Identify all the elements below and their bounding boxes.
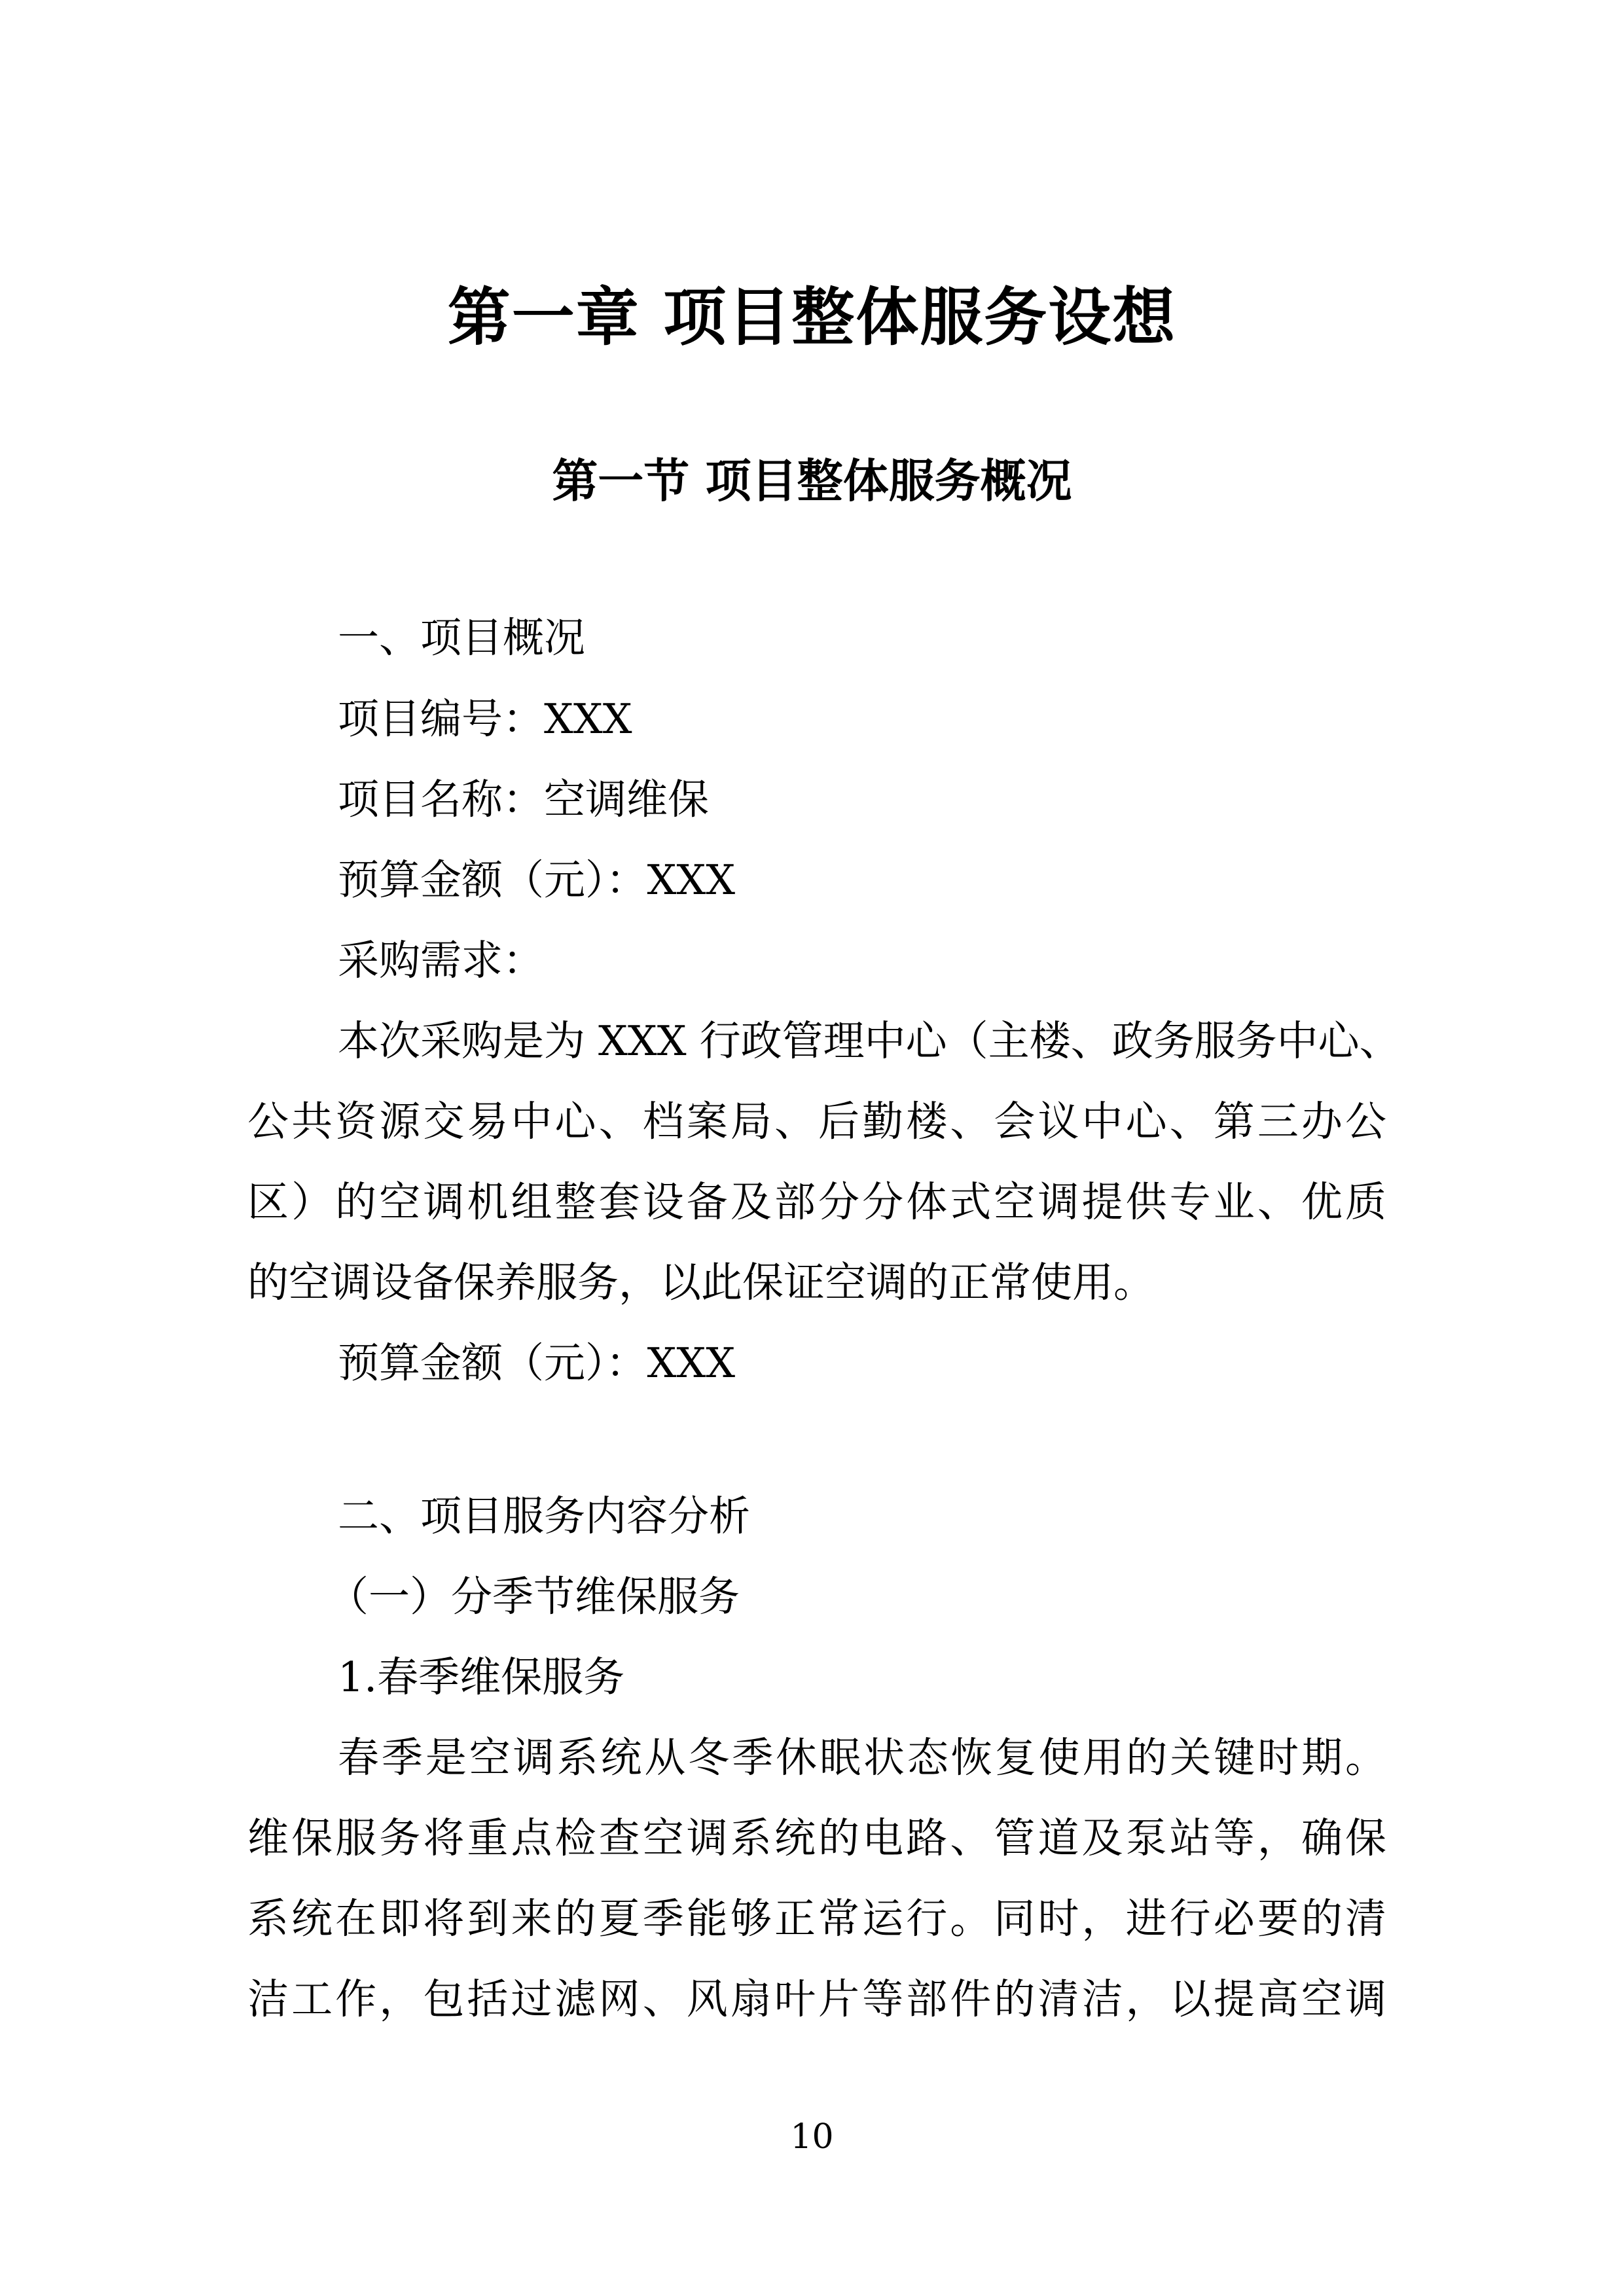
project-name: 项目名称：空调维保 <box>338 776 709 823</box>
budget-amount-repeat: 预算金额（元）：XXX <box>338 1339 736 1387</box>
analysis-heading: 二、项目服务内容分析 <box>338 1492 750 1540</box>
chapter-title: 第一章 项目整体服务设想 <box>447 281 1177 354</box>
budget-amount: 预算金额（元）：XXX <box>338 856 736 904</box>
spring-service-heading: 1.春季维保服务 <box>338 1653 625 1701</box>
page-number: 10 <box>790 2117 834 2157</box>
overview-heading: 一、项目概况 <box>338 614 585 662</box>
project-number: 项目编号：XXX <box>338 695 632 743</box>
demand-line: 区）的空调机组整套设备及部分分体式空调提供专业、优质 <box>247 1178 1386 1226</box>
spring-paragraph-line: 系统在即将到来的夏季能够正常运行。同时，进行必要的清 <box>247 1895 1386 1943</box>
spring-paragraph-line: 洁工作，包括过滤网、风扇叶片等部件的清洁，以提高空调 <box>247 1975 1386 2023</box>
demand-line: 本次采购是为 XXX 行政管理中心（主楼、政务服务中心、 <box>338 1017 1401 1065</box>
demand-heading: 采购需求： <box>338 937 544 984</box>
demand-line: 公共资源交易中心、档案局、后勤楼、会议中心、第三办公 <box>247 1098 1386 1145</box>
spring-paragraph-line: 春季是空调系统从冬季休眠状态恢复使用的关键时期。 <box>338 1734 1386 1782</box>
spring-paragraph-line: 维保服务将重点检查空调系统的电路、管道及泵站等，确保 <box>247 1814 1386 1862</box>
section-title: 第一节 项目整体服务概况 <box>552 454 1072 508</box>
seasonal-service-heading: （一）分季节维保服务 <box>327 1573 740 1621</box>
demand-line: 的空调设备保养服务，以此保证空调的正常使用。 <box>247 1259 1155 1306</box>
